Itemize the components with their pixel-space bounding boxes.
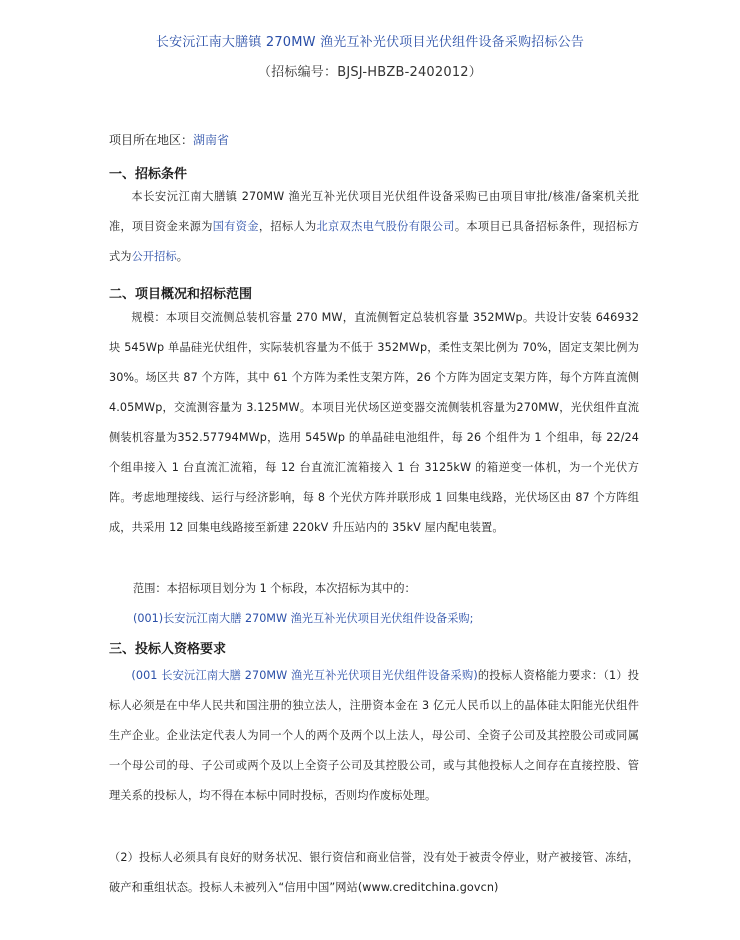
- section3-paragraph-2: （2）投标人必须具有良好的财务状况、银行资信和商业信誉，没有处于被责令停业，财产被接管、冻结，破产和重组状态。投标人未被列入“信用中国”网站(www.creditchina.govcn): [109, 851, 639, 894]
- section-heading-3: 三、投标人资格要求: [109, 642, 227, 657]
- fund-source: 国有资金: [212, 220, 259, 233]
- tenderer-name: 北京双杰电气股份有限公司: [316, 220, 455, 233]
- notice-title: 长安沅江南大膳镇 270MW 渔光互补光伏项目光伏组件设备采购招标公告: [155, 35, 585, 50]
- region-value: 湖南省: [193, 133, 230, 147]
- notice-code: （招标编号：BJSJ-HBZB-2402012）: [258, 65, 482, 80]
- lot-line: (001)长安沅江南大膳 270MW 渔光互补光伏项目光伏组件设备采购;: [133, 612, 474, 625]
- section2-scale-paragraph: 规模：本项目交流侧总装机容量 270 MW，直流侧暂定总装机容量 352MWp。共设计安装 646932 块 545Wp 单晶硅光伏组件，实际装机容量为不低于 352MWp，柔性支架比例为 70%，固定支架比例为 30%。场区共 87 个方阵，其中 61 个方阵为柔性支架方阵，26 个方阵为固定支架方阵，每个方阵直流侧 4.05MWp，交流测容量为 3.125MW。本项目光伏场区逆变器交流侧装机容量为270MW，光伏组件直流侧装机容量为352.57794MWp，选用 545Wp 的单晶硅电池组件，每 26 个组件为 1 个组串，每 22/24 个组串接入 1 台直流汇流箱，每 12 台直流汇流箱接入 1 台 3125kW 的箱逆变一体机，为一个光伏方阵。考虑地理接线、运行与经济影响，每 8 个光伏方阵并联形成 1 回集电线路，光伏场区由 87 个方阵组成，共采用 12 回集电线路接至新建 220kV 升压站内的 35kV 屋内配电装置。: [109, 311, 639, 534]
- lot-reference: (001 长安沅江南大膳 270MW 渔光互补光伏项目光伏组件设备采购): [131, 669, 478, 682]
- section1-paragraph: 本长安沅江南大膳镇 270MW 渔光互补光伏项目光伏组件设备采购已由项目审批/核准/备案机关批准，项目资金来源为国有资金，招标人为北京双杰电气股份有限公司。本项目已具备招标条件，现招标方式为公开招标。: [109, 190, 640, 263]
- project-region: [109, 131, 229, 148]
- section-heading-2: 二、项目概况和招标范围: [109, 287, 253, 302]
- scope-line: 范围：本招标项目划分为 1 个标段，本次招标为其中的：: [133, 582, 416, 595]
- section3-paragraph-1: (001 长安沅江南大膳 270MW 渔光互补光伏项目光伏组件设备采购)的投标人资格能力要求：（1）投标人必须是在中华人民共和国注册的独立法人，注册资本金在 3 亿元人民币以上的晶体硅太阳能光伏组件生产企业。企业法定代表人为同一个人的两个及两个以上法人，母公司、全资子公司及其控股公司或同属一个母公司的母、子公司或两个及以上全资子公司及其控股公司，或与其他投标人之间存在直接控股、管理关系的投标人，均不得在本标中同时投标，否则均作废标处理。: [109, 669, 639, 802]
- section-heading-1: 一、招标条件: [109, 167, 188, 182]
- region-label: 项目所在地区：: [109, 133, 194, 147]
- tender-method: 公开招标: [131, 250, 177, 263]
